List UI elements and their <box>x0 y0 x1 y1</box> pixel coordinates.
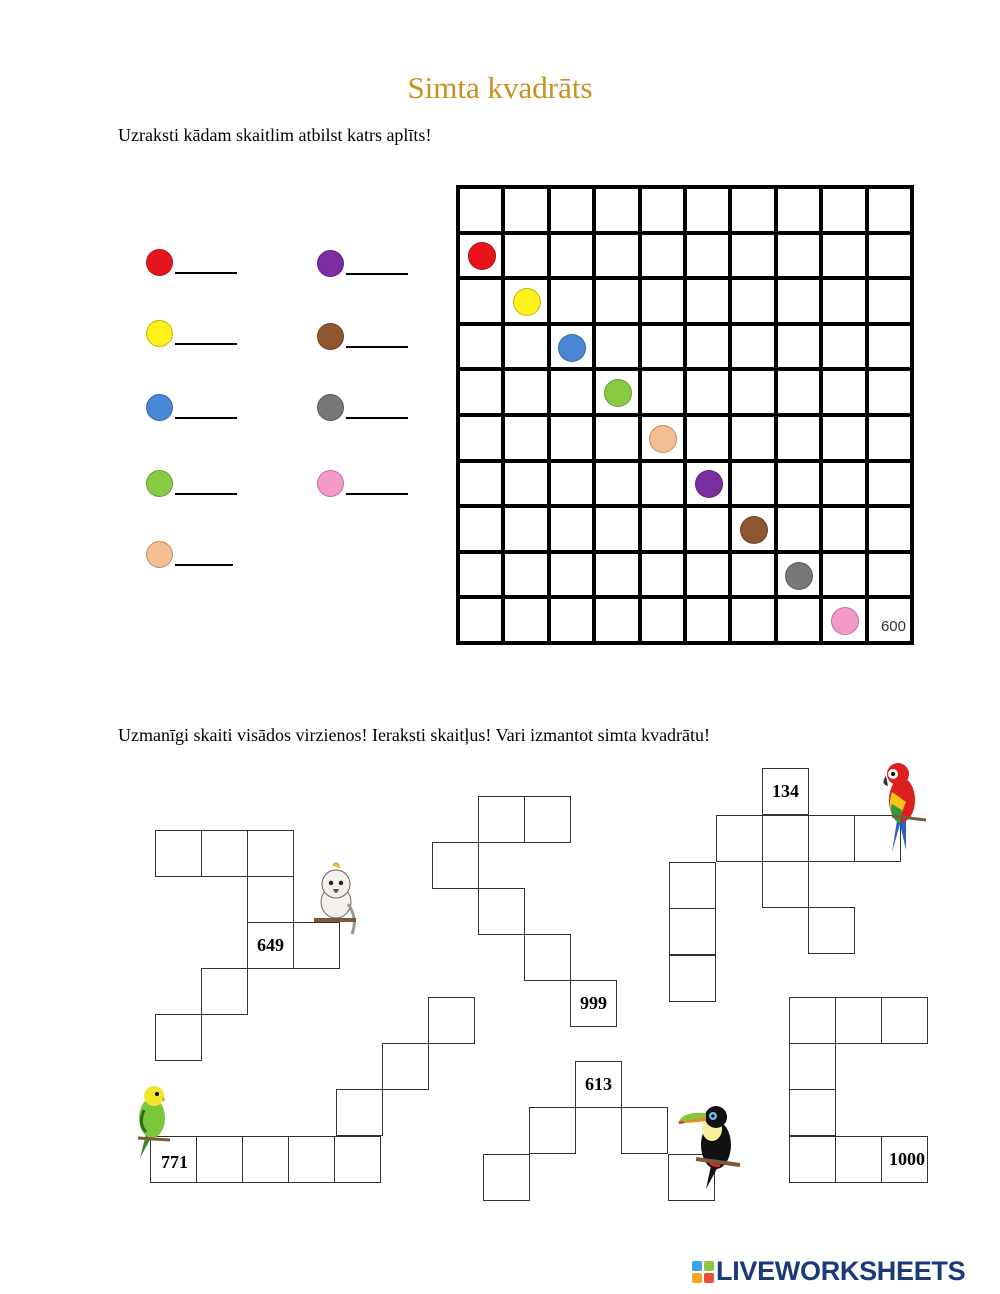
given-number-cell <box>881 1136 928 1183</box>
grid-cell <box>778 326 819 368</box>
answer-cell[interactable] <box>382 1043 429 1090</box>
given-number-cell <box>570 980 617 1027</box>
grid-cell <box>732 599 773 641</box>
grid-cell <box>778 189 819 231</box>
grid-cell <box>642 280 683 322</box>
answer-cell[interactable] <box>336 1089 383 1136</box>
answer-cell-input[interactable] <box>197 1137 242 1182</box>
answer-cell-input[interactable] <box>670 909 715 954</box>
answer-cell-input[interactable] <box>790 1137 835 1182</box>
grid-cell <box>823 554 864 596</box>
logo-text: LIVEWORKSHEETS <box>716 1256 966 1286</box>
grid-cell <box>460 599 501 641</box>
answer-cell-input[interactable] <box>836 998 881 1043</box>
legend-dot-purple <box>317 250 344 277</box>
answer-cell[interactable] <box>762 861 809 908</box>
grid-cell <box>551 599 592 641</box>
answer-cell[interactable] <box>247 876 294 923</box>
grid-cell <box>823 326 864 368</box>
answer-cell-input[interactable] <box>248 831 293 876</box>
answer-cell[interactable] <box>334 1136 381 1183</box>
grid-cell <box>687 371 728 413</box>
grid-cell <box>505 554 546 596</box>
answer-cell[interactable] <box>524 934 571 981</box>
grid-cell <box>823 417 864 459</box>
grid-cell <box>732 235 773 277</box>
instruction-circles: Uzraksti kādam skaitlim atbilst katrs aplīts! <box>118 125 432 145</box>
answer-cell-input[interactable] <box>809 908 854 953</box>
answer-cell-input[interactable] <box>525 935 570 980</box>
answer-cell-input[interactable] <box>383 1044 428 1089</box>
grid-cell <box>823 508 864 550</box>
grid-cell <box>505 189 546 231</box>
legend-dot-blue <box>146 394 173 421</box>
answer-cell[interactable] <box>247 830 294 877</box>
grid-cell <box>460 280 501 322</box>
answer-cell[interactable] <box>716 815 763 862</box>
answer-field-red[interactable] <box>175 250 237 274</box>
answer-line <box>175 343 237 345</box>
grid-cell <box>596 554 637 596</box>
given-number-cell <box>762 768 809 815</box>
grid-cell <box>642 417 683 459</box>
answer-cell-input[interactable] <box>763 816 808 861</box>
grid-cell <box>596 189 637 231</box>
hundred-square <box>456 185 914 645</box>
answer-cell-input[interactable] <box>809 816 854 861</box>
grid-cell <box>460 371 501 413</box>
answer-cell[interactable] <box>196 1136 243 1183</box>
answer-field-brown[interactable] <box>346 324 408 348</box>
answer-cell[interactable] <box>669 955 716 1002</box>
page-title: Simta kvadrāts <box>407 70 593 105</box>
answer-cell[interactable] <box>478 796 525 843</box>
grid-cell <box>778 508 819 550</box>
grid-cell <box>596 599 637 641</box>
answer-cell-input[interactable] <box>670 956 715 1001</box>
legend-dot-red <box>146 249 173 276</box>
grid-cell <box>460 189 501 231</box>
answer-line <box>346 273 408 275</box>
toucan-icon <box>676 1103 742 1189</box>
grid-cell <box>869 189 910 231</box>
answer-cell[interactable] <box>242 1136 289 1183</box>
grid-cell <box>869 417 910 459</box>
grid-cell <box>460 235 501 277</box>
answer-line <box>175 493 237 495</box>
answer-cell[interactable] <box>881 997 928 1044</box>
answer-cell-input[interactable] <box>530 1108 575 1153</box>
answer-cell[interactable] <box>155 830 202 877</box>
grid-cell <box>687 235 728 277</box>
legend-dot-peach <box>146 541 173 568</box>
grid-cell <box>732 280 773 322</box>
answer-cell[interactable] <box>155 1014 202 1061</box>
given-number: 999 <box>580 993 607 1013</box>
grid-cell <box>551 508 592 550</box>
grid-cell <box>778 371 819 413</box>
grid-dot-yellow <box>513 288 541 316</box>
legend-dot-green <box>146 470 173 497</box>
grid-cell <box>869 371 910 413</box>
instruction-counting: Uzmanīgi skaiti visādos virzienos! Ieraksti skaitļus! Vari izmantot simta kvadrātu! <box>118 725 711 745</box>
grid-cell <box>460 554 501 596</box>
grid-cell <box>687 463 728 505</box>
answer-cell[interactable] <box>789 997 836 1044</box>
grid-cell <box>460 326 501 368</box>
grid-cell <box>869 235 910 277</box>
grid-cell <box>551 326 592 368</box>
grid-cell <box>778 280 819 322</box>
answer-cell[interactable] <box>201 830 248 877</box>
answer-line <box>346 493 408 495</box>
answer-field-gray[interactable] <box>346 395 408 419</box>
cockatoo-icon <box>312 862 364 936</box>
answer-cell[interactable] <box>669 862 716 909</box>
legend-dot-pink <box>317 470 344 497</box>
grid-cell <box>687 280 728 322</box>
grid-cell <box>642 235 683 277</box>
answer-line <box>175 272 237 274</box>
answer-cell[interactable] <box>621 1107 668 1154</box>
grid-dot-brown <box>740 516 768 544</box>
grid-cell <box>551 554 592 596</box>
answer-field-peach[interactable] <box>175 542 233 566</box>
grid-dot-blue <box>558 334 586 362</box>
grid-cell <box>551 417 592 459</box>
grid-cell <box>823 235 864 277</box>
grid-dot-red <box>468 242 496 270</box>
grid-cell <box>551 371 592 413</box>
answer-cell[interactable] <box>428 997 475 1044</box>
answer-cell-input[interactable] <box>202 831 247 876</box>
grid-cell <box>732 326 773 368</box>
budgie-icon <box>132 1084 172 1158</box>
grid-cell <box>687 554 728 596</box>
answer-cell[interactable] <box>835 997 882 1044</box>
grid-cell <box>596 417 637 459</box>
grid-dot-green <box>604 379 632 407</box>
macaw-icon <box>878 762 930 854</box>
answer-field-blue[interactable] <box>175 395 237 419</box>
answer-cell-input[interactable] <box>202 969 247 1014</box>
grid-cell <box>642 508 683 550</box>
answer-cell[interactable] <box>669 908 716 955</box>
grid-cell <box>460 463 501 505</box>
grid-cell <box>732 508 773 550</box>
answer-cell[interactable] <box>762 815 809 862</box>
answer-cell-input[interactable] <box>479 797 524 842</box>
grid-cell <box>823 599 864 641</box>
answer-cell[interactable] <box>432 842 479 889</box>
answer-cell-input[interactable] <box>525 797 570 842</box>
grid-dot-purple <box>695 470 723 498</box>
answer-cell-input[interactable] <box>156 1015 201 1060</box>
grid-dot-gray <box>785 562 813 590</box>
answer-cell-input[interactable] <box>337 1090 382 1135</box>
grid-cell <box>732 463 773 505</box>
given-number: 771 <box>161 1152 188 1172</box>
grid-cell <box>823 189 864 231</box>
grid-cell <box>460 417 501 459</box>
answer-cell[interactable] <box>483 1154 530 1201</box>
answer-cell-input[interactable] <box>289 1137 334 1182</box>
answer-field-pink[interactable] <box>346 471 408 495</box>
grid-cell <box>551 280 592 322</box>
given-number: 134 <box>772 781 799 801</box>
grid-cell <box>551 463 592 505</box>
grid-cell <box>596 235 637 277</box>
grid-cell <box>551 235 592 277</box>
answer-cell-input[interactable] <box>790 998 835 1043</box>
grid-cell <box>505 599 546 641</box>
given-number-cell <box>575 1061 622 1108</box>
answer-cell[interactable] <box>789 1136 836 1183</box>
grid-cell <box>642 189 683 231</box>
grid-cell <box>596 371 637 413</box>
answer-cell-input[interactable] <box>670 863 715 908</box>
liveworksheets-logo <box>692 1256 965 1287</box>
grid-cell <box>869 508 910 550</box>
legend-dot-brown <box>317 323 344 350</box>
grid-cell <box>869 554 910 596</box>
answer-line <box>175 417 237 419</box>
answer-field-purple[interactable] <box>346 251 408 275</box>
grid-dot-pink <box>831 607 859 635</box>
grid-cell <box>505 326 546 368</box>
grid-cell <box>505 417 546 459</box>
grid-cell <box>687 508 728 550</box>
grid-cell <box>687 599 728 641</box>
grid-cell <box>505 463 546 505</box>
legend-dot-gray <box>317 394 344 421</box>
grid-cell <box>596 280 637 322</box>
grid-cell <box>596 463 637 505</box>
grid-cell <box>823 280 864 322</box>
grid-cell <box>732 417 773 459</box>
answer-cell[interactable] <box>835 1136 882 1183</box>
grid-cell <box>505 235 546 277</box>
answer-cell-input[interactable] <box>790 1090 835 1135</box>
answer-cell[interactable] <box>789 1089 836 1136</box>
grid-cell <box>505 280 546 322</box>
answer-cell-input[interactable] <box>836 1137 881 1182</box>
answer-cell[interactable] <box>201 968 248 1015</box>
grid-cell <box>460 508 501 550</box>
given-number: 613 <box>585 1074 612 1094</box>
grid-cell <box>505 371 546 413</box>
grid-cell <box>687 189 728 231</box>
grid-cell <box>778 235 819 277</box>
grid-cell <box>823 463 864 505</box>
answer-cell-input[interactable] <box>790 1044 835 1089</box>
answer-cell[interactable] <box>789 1043 836 1090</box>
answer-cell[interactable] <box>808 907 855 954</box>
grid-cell <box>732 371 773 413</box>
grid-cell <box>642 554 683 596</box>
grid-cell <box>869 463 910 505</box>
answer-cell[interactable] <box>808 815 855 862</box>
answer-cell-input[interactable] <box>433 843 478 888</box>
given-number-cell <box>247 922 294 969</box>
grid-cell <box>596 326 637 368</box>
liveworksheets-logo-icon <box>692 1261 714 1283</box>
grid-cell <box>642 326 683 368</box>
grid-cell <box>732 189 773 231</box>
answer-cell[interactable] <box>524 796 571 843</box>
grid-cell <box>551 189 592 231</box>
grid-cell <box>642 371 683 413</box>
answer-cell-input[interactable] <box>882 998 927 1043</box>
legend-dot-yellow <box>146 320 173 347</box>
grid-cell <box>732 554 773 596</box>
grid-cell <box>869 280 910 322</box>
grid-cell <box>778 417 819 459</box>
answer-cell-input[interactable] <box>479 889 524 934</box>
answer-line <box>346 346 408 348</box>
grid-cell <box>778 554 819 596</box>
answer-cell-input[interactable] <box>484 1155 529 1200</box>
grid-corner-label: 600 <box>880 618 906 635</box>
grid-cell <box>823 371 864 413</box>
answer-cell-input[interactable] <box>763 862 808 907</box>
answer-cell[interactable] <box>288 1136 335 1183</box>
grid-cell <box>687 326 728 368</box>
answer-cell[interactable] <box>478 888 525 935</box>
answer-cell-input[interactable] <box>622 1108 667 1153</box>
answer-cell-input[interactable] <box>243 1137 288 1182</box>
grid-cell <box>778 599 819 641</box>
answer-line <box>346 417 408 419</box>
answer-field-green[interactable] <box>175 471 237 495</box>
answer-cell[interactable] <box>529 1107 576 1154</box>
answer-line <box>175 564 233 566</box>
grid-dot-peach <box>649 425 677 453</box>
grid-cell <box>687 417 728 459</box>
grid-cell <box>642 599 683 641</box>
answer-cell-input[interactable] <box>429 998 474 1043</box>
given-number: 649 <box>257 935 284 955</box>
answer-cell-input[interactable] <box>156 831 201 876</box>
given-number: 1000 <box>889 1149 925 1169</box>
grid-cell <box>642 463 683 505</box>
grid-cell <box>596 508 637 550</box>
answer-cell-input[interactable] <box>335 1137 380 1182</box>
answer-cell-input[interactable] <box>248 877 293 922</box>
answer-field-yellow[interactable] <box>175 321 237 345</box>
answer-cell-input[interactable] <box>717 816 762 861</box>
grid-cell <box>869 326 910 368</box>
grid-cell <box>778 463 819 505</box>
grid-cell <box>505 508 546 550</box>
